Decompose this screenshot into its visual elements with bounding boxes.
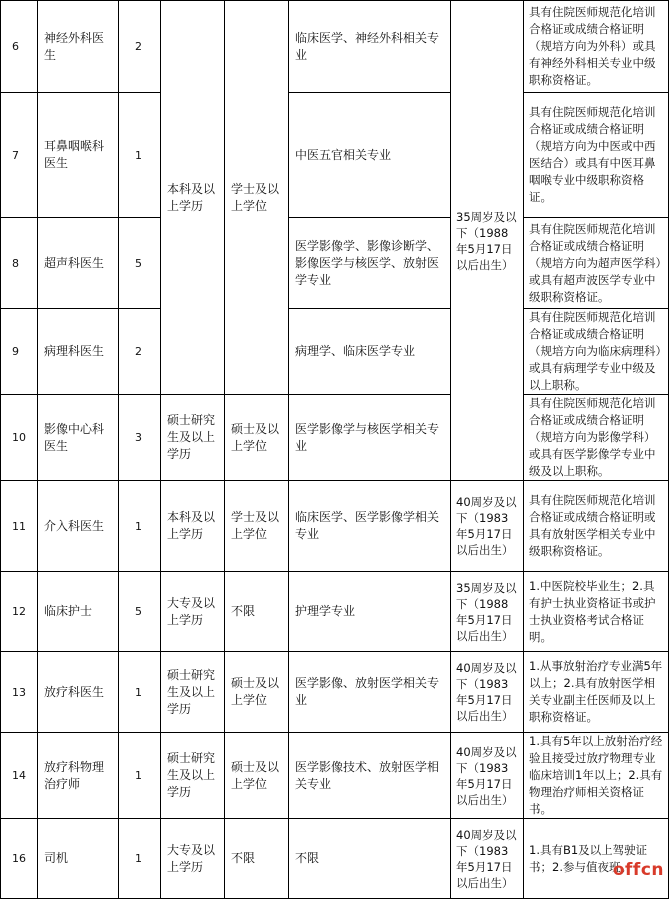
age-requirement: 40周岁及以下（1983年5月17日以后出生） [451,652,524,733]
hire-count: 2 [119,309,161,395]
age-requirement: 40周岁及以下（1983年5月17日以后出生） [451,733,524,819]
other-requirement: 具有住院医师规范化培训合格证或成绩合格证明（规培方向为影像学科）或具有医学影像学专业中级及以上职称。 [524,395,669,481]
other-requirement: 1.具有5年以上放射治疗经验且接受过放疗物理专业临床培训1年以上；2.具有物理治疗师相关资格证书。 [524,733,669,819]
row-number: 11 [1,481,38,572]
hire-count: 1 [119,733,161,819]
watermark-logo: offcn [612,860,664,880]
position-name: 病理科医生 [38,309,119,395]
table-row [1,218,669,309]
hire-count: 1 [119,819,161,899]
table-row [1,481,669,572]
row-number: 7 [1,93,38,218]
hire-count: 1 [119,93,161,218]
row-number: 8 [1,218,38,309]
degree-requirement: 学士及以上学位 [225,1,289,395]
other-requirement: 具有住院医师规范化培训合格证或成绩合格证明（规培方向为临床病理科）或具有病理学专业中级及以上职称。 [524,309,669,395]
education-requirement: 本科及以上学历 [161,481,225,572]
position-name: 耳鼻咽喉科医生 [38,93,119,218]
table-row [1,819,669,899]
position-name: 超声科医生 [38,218,119,309]
other-requirement: 具有住院医师规范化培训合格证或成绩合格证明（规培方向为超声医学科）或具有超声波医学专业中级职称资格证。 [524,218,669,309]
education-requirement: 硕士研究生及以上学历 [161,733,225,819]
degree-requirement: 硕士及以上学位 [225,733,289,819]
row-number: 14 [1,733,38,819]
education-requirement: 硕士研究生及以上学历 [161,652,225,733]
major-requirement: 中医五官相关专业 [289,93,451,218]
row-number: 16 [1,819,38,899]
degree-requirement: 硕士及以上学位 [225,652,289,733]
education-requirement: 本科及以上学历 [161,1,225,395]
degree-requirement: 学士及以上学位 [225,481,289,572]
table-row [1,652,669,733]
hire-count: 2 [119,1,161,93]
row-number: 6 [1,1,38,93]
major-requirement: 不限 [289,819,451,899]
hire-count: 1 [119,652,161,733]
table-row [1,395,669,481]
position-name: 影像中心科医生 [38,395,119,481]
position-name: 神经外科医生 [38,1,119,93]
major-requirement: 护理学专业 [289,572,451,652]
major-requirement: 医学影像学与核医学相关专业 [289,395,451,481]
position-name: 放疗科医生 [38,652,119,733]
table-row [1,733,669,819]
other-requirement: 1.从事放射治疗专业满5年以上；2.具有放射医学相关专业副主任医师及以上职称资格证。 [524,652,669,733]
major-requirement: 医学影像学、影像诊断学、影像医学与核医学、放射医学专业 [289,218,451,309]
other-requirement: 具有住院医师规范化培训合格证或成绩合格证明（规培方向为中医或中西医结合）或具有中医耳鼻咽喉专业中级职称资格证。 [524,93,669,218]
hire-count: 1 [119,481,161,572]
row-number: 9 [1,309,38,395]
position-name: 介入科医生 [38,481,119,572]
row-number: 10 [1,395,38,481]
major-requirement: 医学影像技术、放射医学相关专业 [289,733,451,819]
table-row [1,572,669,652]
major-requirement: 医学影像、放射医学相关专业 [289,652,451,733]
age-requirement: 40周岁及以下（1983年5月17日以后出生） [451,481,524,572]
position-name: 放疗科物理治疗师 [38,733,119,819]
age-requirement: 40周岁及以下（1983年5月17日以后出生） [451,819,524,899]
degree-requirement: 硕士及以上学位 [225,395,289,481]
table-row [1,93,669,218]
other-requirement: 具有住院医师规范化培训合格证或成绩合格证明（规培方向为外科）或具有神经外科相关专业中级职称资格证。 [524,1,669,93]
education-requirement: 硕士研究生及以上学历 [161,395,225,481]
degree-requirement: 不限 [225,572,289,652]
degree-requirement: 不限 [225,819,289,899]
age-requirement: 35周岁及以下（1988年5月17日以后出生） [451,1,524,481]
education-requirement: 大专及以上学历 [161,819,225,899]
position-name: 司机 [38,819,119,899]
other-requirement: 1.中医院校毕业生；2.具有护士执业资格证书或护士执业资格考试合格证明。 [524,572,669,652]
position-name: 临床护士 [38,572,119,652]
major-requirement: 临床医学、医学影像学相关专业 [289,481,451,572]
table-row [1,309,669,395]
major-requirement: 临床医学、神经外科相关专业 [289,1,451,93]
major-requirement: 病理学、临床医学专业 [289,309,451,395]
table-row [1,1,669,93]
age-requirement: 35周岁及以下（1988年5月17日以后出生） [451,572,524,652]
other-requirement: 1.具有B1及以上驾驶证书；2.参与值夜班。 [524,819,669,899]
row-number: 12 [1,572,38,652]
hire-count: 3 [119,395,161,481]
education-requirement: 大专及以上学历 [161,572,225,652]
other-requirement: 具有住院医师规范化培训合格证或成绩合格证明或具有放射医学相关专业中级职称资格证。 [524,481,669,572]
hire-count: 5 [119,218,161,309]
hire-count: 5 [119,572,161,652]
row-number: 13 [1,652,38,733]
